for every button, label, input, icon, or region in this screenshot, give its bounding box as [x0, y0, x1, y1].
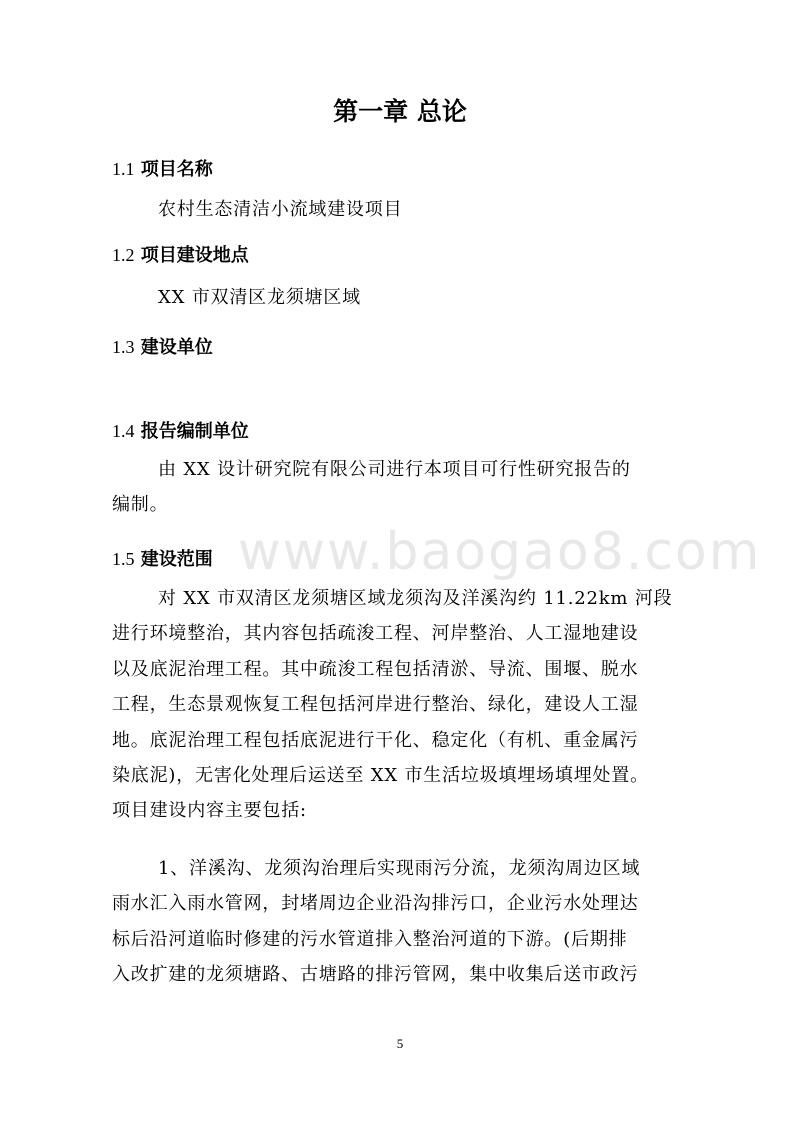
paragraph-line: 标后沿河道临时修建的污水管道排入整治河道的下游。(后期排 — [112, 928, 628, 950]
paragraph-line: 进行环境整治，其内容包括疏浚工程、河岸整治、人工湿地建设 — [112, 623, 639, 645]
paragraph-line: 由 XX 设计研究院有限公司进行本项目可行性研究报告的 — [158, 459, 631, 480]
section-title: 报告编制单位 — [140, 421, 249, 442]
item-1-paragraph — [112, 851, 688, 993]
section-title: 建设范围 — [140, 549, 213, 570]
paragraph-line: 编制。 — [112, 494, 169, 516]
paragraph-line: 入改扩建的龙须塘路、古塘路的排污管网，集中收集后送市政污 — [112, 964, 639, 986]
section-title: 建设单位 — [140, 337, 213, 358]
watermark-text: www.baogao8.com — [238, 522, 762, 582]
section-number: 1.4 — [112, 421, 135, 441]
section-heading-1-2 — [112, 240, 249, 271]
section-heading-1-3 — [112, 332, 213, 363]
paragraph-line: 地。底泥治理工程包括底泥进行干化、稳定化（有机、重金属污 — [112, 729, 639, 751]
section-number: 1.1 — [112, 159, 135, 179]
project-name-text: 农村生态清洁小流域建设项目 — [158, 199, 403, 220]
paragraph-line: 对 XX 市双清区龙须塘区域龙须沟及洋溪沟约 11.22km 河段 — [158, 588, 673, 609]
section-heading-1-4 — [112, 416, 249, 447]
scope-paragraph — [112, 581, 688, 829]
section-title: 项目名称 — [140, 159, 213, 180]
section-number: 1.3 — [112, 337, 135, 357]
section-number: 1.5 — [112, 549, 135, 569]
paragraph-line: 雨水汇入雨水管网，封堵周边企业沿沟排污口，企业污水处理达 — [112, 893, 639, 915]
report-unit-paragraph — [112, 452, 688, 523]
section-heading-1-5 — [112, 544, 213, 575]
paragraph-line: 以及底泥治理工程。其中疏浚工程包括清淤、导流、围堰、脱水 — [112, 658, 639, 680]
paragraph-line: 工程，生态景观恢复工程包括河岸进行整治、绿化，建设人工湿 — [112, 694, 639, 716]
section-number: 1.2 — [112, 245, 135, 265]
chapter-title: 第一章 总论 — [333, 97, 467, 126]
paragraph-line: 项目建设内容主要包括: — [112, 800, 307, 822]
paragraph-line: 染底泥)，无害化处理后运送至 XX 市生活垃圾填埋场填埋处置。 — [112, 765, 649, 787]
project-location-text: XX 市双清区龙须塘区域 — [158, 287, 361, 308]
page-number: 5 — [396, 1036, 404, 1051]
paragraph-line: 1、洋溪沟、龙须沟治理后实现雨污分流，龙须沟周边区域 — [158, 858, 641, 879]
section-title: 项目建设地点 — [140, 245, 249, 266]
section-heading-1-1 — [112, 154, 213, 185]
